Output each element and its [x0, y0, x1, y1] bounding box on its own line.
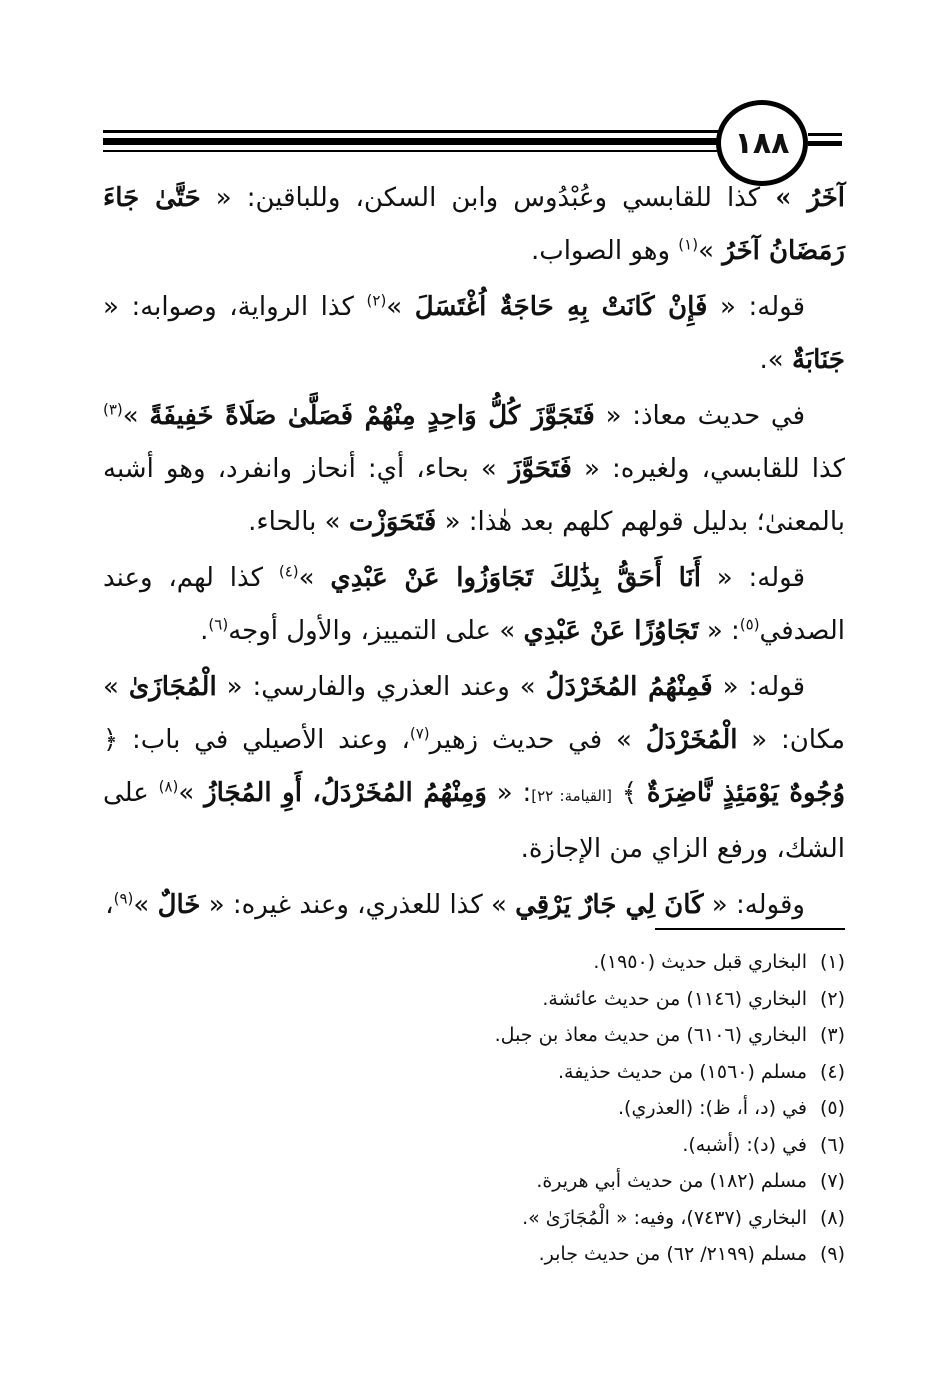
main-text [103, 172, 845, 935]
footnote-ref: (٧) [409, 724, 430, 743]
quoted-phrase: كَانَ لِي جَارٌ يَرْقِي [515, 890, 704, 920]
footnote-number: (٣) [819, 1024, 845, 1046]
footnote-item [103, 1127, 845, 1164]
footnote-item [103, 1054, 845, 1091]
footnote-ref: (٦) [208, 615, 229, 634]
quoted-phrase: فَتَحَوَّزَ [508, 454, 572, 484]
footnote-number: (٩) [819, 1243, 845, 1265]
quoted-phrase: وُجُوهٌ يَوْمَئِذٍ نَّاضِرَةٌ [646, 778, 846, 808]
text-run: ، وعند الأصيلي في باب: ﴿ [103, 725, 410, 755]
paragraph [103, 661, 845, 876]
footnote-number: (١) [819, 951, 845, 973]
text-run: » بالحاء. [248, 507, 349, 537]
footnote-number: (٨) [819, 1206, 845, 1229]
footnote-item [103, 1163, 845, 1200]
paragraph [103, 879, 845, 932]
text-run: » على التمييز، والأول أوجه [228, 616, 524, 646]
quoted-phrase: الْمُجَازَىٰ [128, 672, 217, 702]
header-rule-tail [808, 141, 842, 146]
quoted-phrase: حَتَّىٰ جَاءَ رَمَضَانُ آخَرُ [103, 183, 845, 266]
footnote-item [103, 1090, 845, 1127]
footnote-number: (٤) [819, 1060, 845, 1083]
quoted-phrase: فَإِنْ كَانَتْ بِهِ حَاجَةٌ اُغْتَسَلَ [414, 292, 708, 322]
text-run: كذا الرواية، وصوابه: « [103, 292, 367, 322]
footnote-number: (٢) [819, 987, 845, 1010]
text-run: قوله: « [707, 292, 806, 322]
paragraph [103, 552, 845, 658]
text-run: كذا للقابسي وعُبْدُوس وابن السكن، وللباقين: « [200, 183, 776, 213]
quoted-phrase: فَتَحَوَزْت [348, 507, 437, 537]
header-rule [103, 150, 718, 152]
footnote-ref: (٨) [158, 777, 179, 796]
footnote-ref: (٤) [278, 562, 299, 581]
text-run: قوله: « [712, 672, 806, 702]
text-run: ﴾ [611, 778, 647, 808]
text-run: » [386, 292, 415, 322]
text-run: » كذا للعذري، وعند غيره: « [200, 890, 516, 920]
header-rule [103, 138, 718, 145]
quoted-phrase: تَجَاوُزًا عَنْ عَبْدِي [523, 616, 699, 646]
footnote-ref: (٥) [739, 615, 760, 634]
footnote-number: (٧) [819, 1170, 845, 1192]
text-run: » [133, 890, 158, 920]
text-run: كذا لهم، وعند الصدفي [103, 563, 845, 646]
header-rule [103, 130, 718, 133]
quoted-phrase: أَنَا أَحَقُّ بِذَٰلِكَ تَجَاوَزُوا عَنْ عَبْدِي [330, 563, 701, 593]
text-run: كذا للقابسي، ولغيره: « [571, 454, 846, 484]
footnote-text: البخاري (٦١٠٦) من حديث معاذ بن جبل. [494, 1024, 807, 1046]
text-run: وقوله: « [703, 890, 805, 920]
text-run: » بحاء، أي: أنحاز وانفرد، وهو أشبه بالمعنىٰ؛ بدليل قولهم كلهم بعد هٰذا: « [103, 454, 845, 537]
footnote-number: (٥) [819, 1097, 845, 1119]
footnote-text: مسلم (١٥٦٠) من حديث حذيفة. [557, 1060, 807, 1083]
footnote-text: البخاري (١١٤٦) من حديث عائشة. [542, 987, 807, 1010]
footnote-text: البخاري قبل حديث (١٩٥٠). [593, 951, 807, 973]
paragraph [103, 390, 845, 549]
text-run: [القيامة: ٢٢] [531, 787, 612, 805]
footnote-separator [655, 928, 845, 930]
footnote-ref: (١) [678, 235, 699, 254]
text-run: على الشك، ورفع الزاي من الإجازة. [103, 778, 845, 864]
footnote-item [103, 1017, 845, 1054]
footnote-number: (٦) [819, 1133, 845, 1156]
quoted-phrase: فَمِنْهُمُ المُخَرْدَلُ [545, 672, 713, 702]
text-run: » [698, 236, 723, 266]
text-run: ، [105, 890, 114, 920]
text-run: » [298, 563, 331, 593]
text-run: » [122, 401, 150, 431]
text-run: ». [759, 345, 792, 375]
text-run: وهو الصواب. [530, 236, 679, 266]
quoted-phrase: خَالٌ [157, 890, 201, 920]
paragraph [103, 172, 845, 278]
footnote-item [103, 1236, 845, 1273]
text-run: . [200, 616, 209, 646]
footnote-text: مسلم (١٨٢) من حديث أبي هريرة. [536, 1170, 807, 1192]
quoted-phrase: جَنَابَةٌ [791, 345, 845, 375]
footnote-text: في (د): (أشبه). [682, 1133, 807, 1156]
quoted-phrase: فَتَجَوَّزَ كُلُّ وَاحِدٍ مِنْهُمْ فَصَلَّىٰ صَلَاةً خَفِيفَةً [149, 401, 595, 431]
footnote-text: في (د، أ، ظ): (العذري). [618, 1097, 807, 1119]
text-run: » [178, 778, 205, 808]
text-run: في حديث معاذ: « [594, 401, 805, 431]
quoted-phrase: وَمِنْهُمُ المُخَرْدَلُ، أَوِ المُجَازُ [204, 778, 487, 808]
footnote-item [103, 1200, 845, 1237]
quoted-phrase: آخَرُ » [775, 183, 845, 213]
text-run: » وعند العذري والفارسي: « [216, 672, 546, 702]
page-number: ١٨٨ [716, 100, 808, 186]
footnote-item [103, 944, 845, 981]
text-run: » في حديث زهير [429, 725, 646, 755]
text-run: » مكان: « [103, 672, 846, 755]
footnote-item [103, 981, 845, 1018]
footnotes [103, 944, 845, 1273]
footnote-ref: (٢) [366, 291, 387, 310]
text-run: : « [486, 778, 532, 808]
footnote-text: مسلم (٢١٩٩/ ٦٢) من حديث جابر. [538, 1243, 807, 1265]
paragraph [103, 281, 845, 387]
footnote-ref: (٣) [103, 400, 123, 419]
page-header [0, 0, 952, 190]
footnote-ref: (٩) [113, 889, 134, 908]
text-run: : « [698, 616, 740, 646]
footnote-text: البخاري (٧٤٣٧)، وفيه: « الْمُجَازَىٰ ». [522, 1206, 807, 1229]
header-rule-tail [808, 133, 842, 136]
quoted-phrase: الْمُخَرْدَلُ [645, 725, 738, 755]
text-run: قوله: « [700, 563, 806, 593]
